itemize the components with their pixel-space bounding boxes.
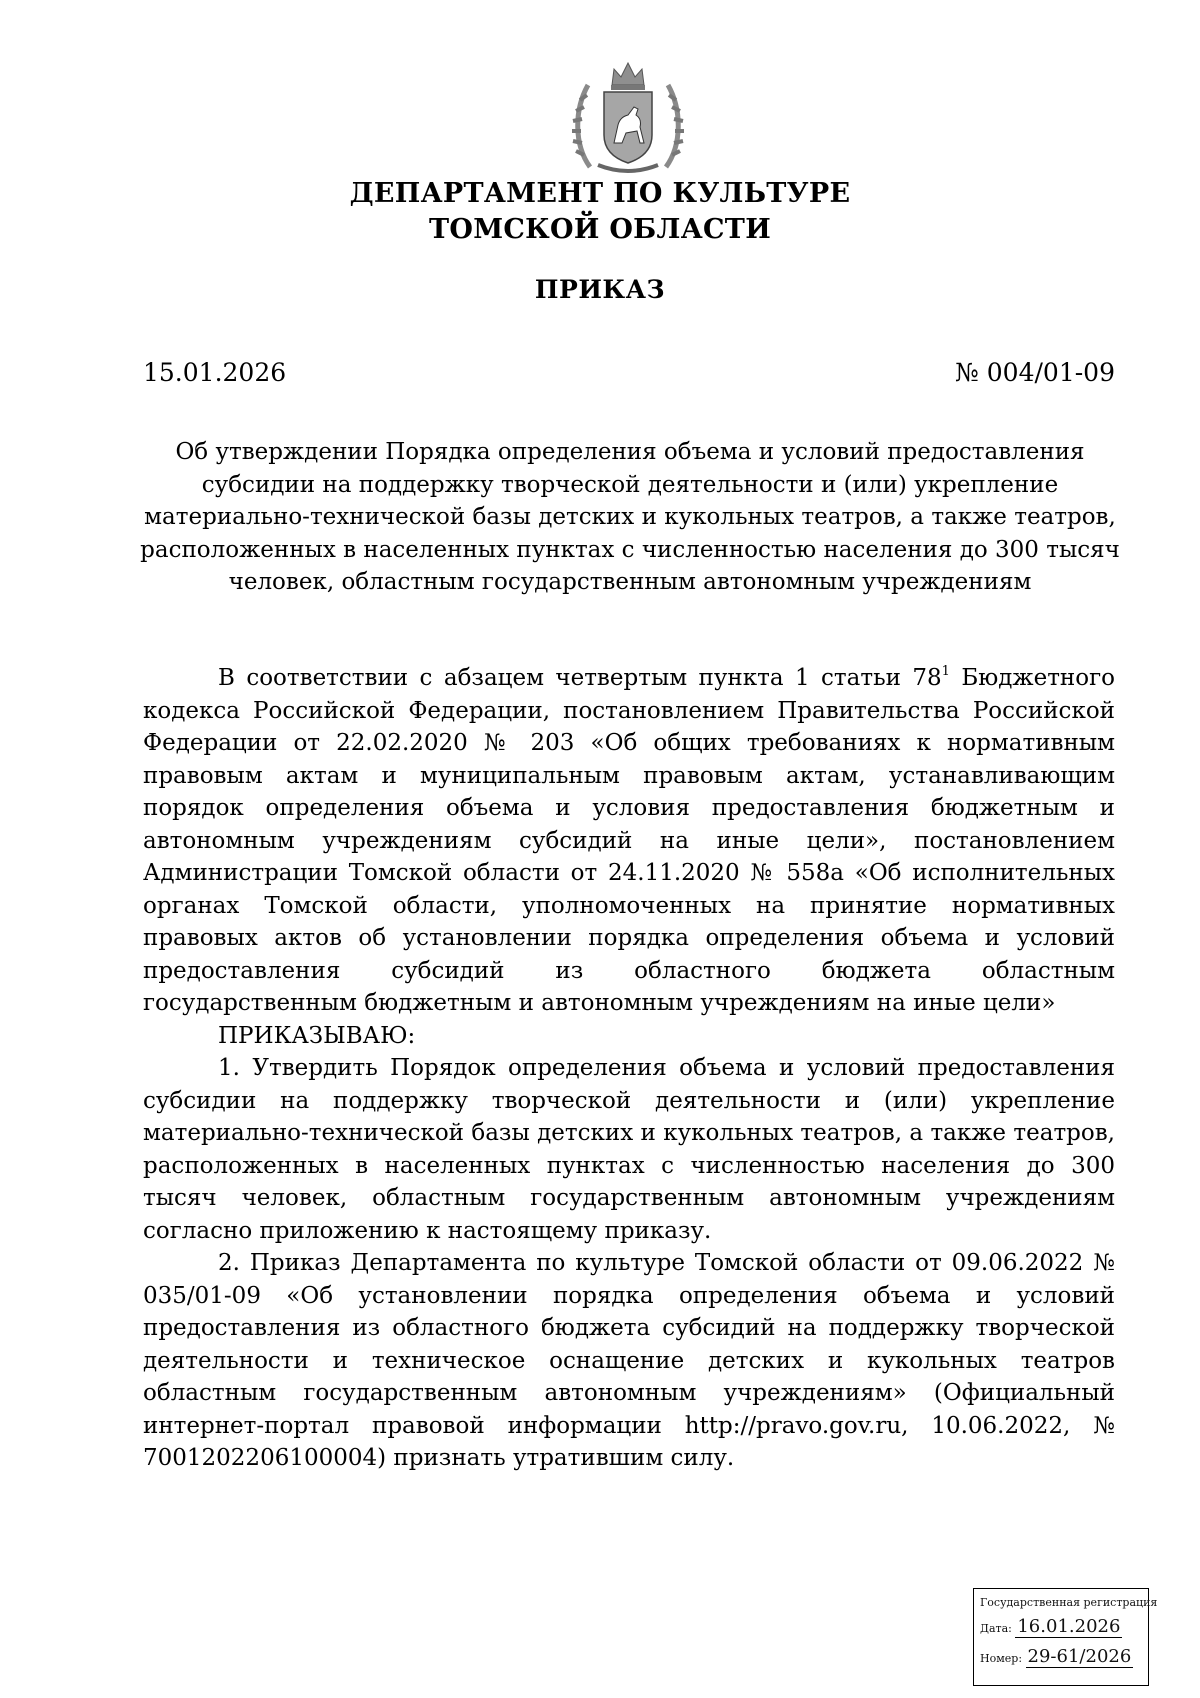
order-body: [143, 662, 1115, 1475]
stamp-number-label: Номер:: [980, 1652, 1023, 1665]
stamp-title: Государственная регистрация: [980, 1596, 1158, 1609]
order-number: № 004/01-09: [955, 358, 1115, 387]
stamp-number-value: 29-61/2026: [1027, 1646, 1132, 1667]
stamp-date-label: Дата:: [980, 1622, 1012, 1635]
item-1-paragraph: 1. Утвердить Порядок определения объема и условий предоставления субсидии на поддержку творческой деятельности и (или) укрепление материально-технической базы детских и кукольных театров, а также театров, расположенных в населенных пунктах с численностью населения до 300 тысяч человек, областным государственным автономным учреждениям согласно приложению к настоящему приказу.: [143, 1055, 1115, 1244]
preamble-text-part2: Бюджетного кодекса Российской Федерации, постановлением Правительства Российской Федерации от 22.02.2020 № 203 «Об общих требованиях к нормативным правовым актам и муниципальным правовым актам, устанавливающим порядок определения объема и условия предоставления бюджетным и автономным учреждениям субсидий на иные цели», постановлением Администрации Томской области от 24.11.2020 № 558а «Об исполнительных органах Томской области, уполномоченных на принятие нормативных правовых актов об установлении порядка определения объема и условий предоставления субсидий из областного бюджета областным государственным бюджетным и автономным учреждениям на иные цели»: [143, 665, 1116, 1016]
item-2-paragraph: 2. Приказ Департамента по культуре Томской области от 09.06.2022 № 035/01-09 «Об установлении порядка определения объема и условий предоставления из областного бюджета субсидий на поддержку творческой деятельности и техническое оснащение детских и кукольных театров областным государственным автономным учреждениям» (Официальный интернет-портал правовой информации http://pravo.gov.ru, 10.06.2022, № 7001202206100004) признать утратившим силу.: [143, 1250, 1115, 1471]
registration-stamp: [973, 1588, 1158, 1686]
department-title-line2: ТОМСКОЙ ОБЛАСТИ: [428, 214, 772, 245]
department-title-line1: ДЕПАРТАМЕНТ ПО КУЛЬТУРЕ: [349, 178, 851, 209]
stamp-number-row: [980, 1643, 1142, 1673]
preamble-text-part1: В соответствии с абзацем четвертым пункта 1 статьи 78: [218, 665, 942, 691]
article-superscript: 1: [941, 664, 950, 679]
date-number-row: [143, 356, 1115, 390]
stamp-date-value: 16.01.2026: [1017, 1616, 1121, 1637]
stamp-date-row: [980, 1613, 1142, 1643]
order-subject: Об утверждении Порядка определения объема и условий предоставления субсидии на поддержку творческой деятельности и (или) укрепление материально-технической базы детских и кукольных театров, а также театров, расположенных в населенных пунктах с численностью населения до 300 тысяч человек, областным государственным автономным учреждениям: [140, 439, 1120, 595]
document-type-title: ПРИКАЗ: [534, 275, 666, 304]
preamble-paragraph: [143, 662, 1115, 1020]
decree-word: ПРИКАЗЫВАЮ:: [218, 1022, 416, 1049]
order-date: 15.01.2026: [143, 358, 287, 387]
coat-of-arms-emblem: [570, 55, 686, 175]
